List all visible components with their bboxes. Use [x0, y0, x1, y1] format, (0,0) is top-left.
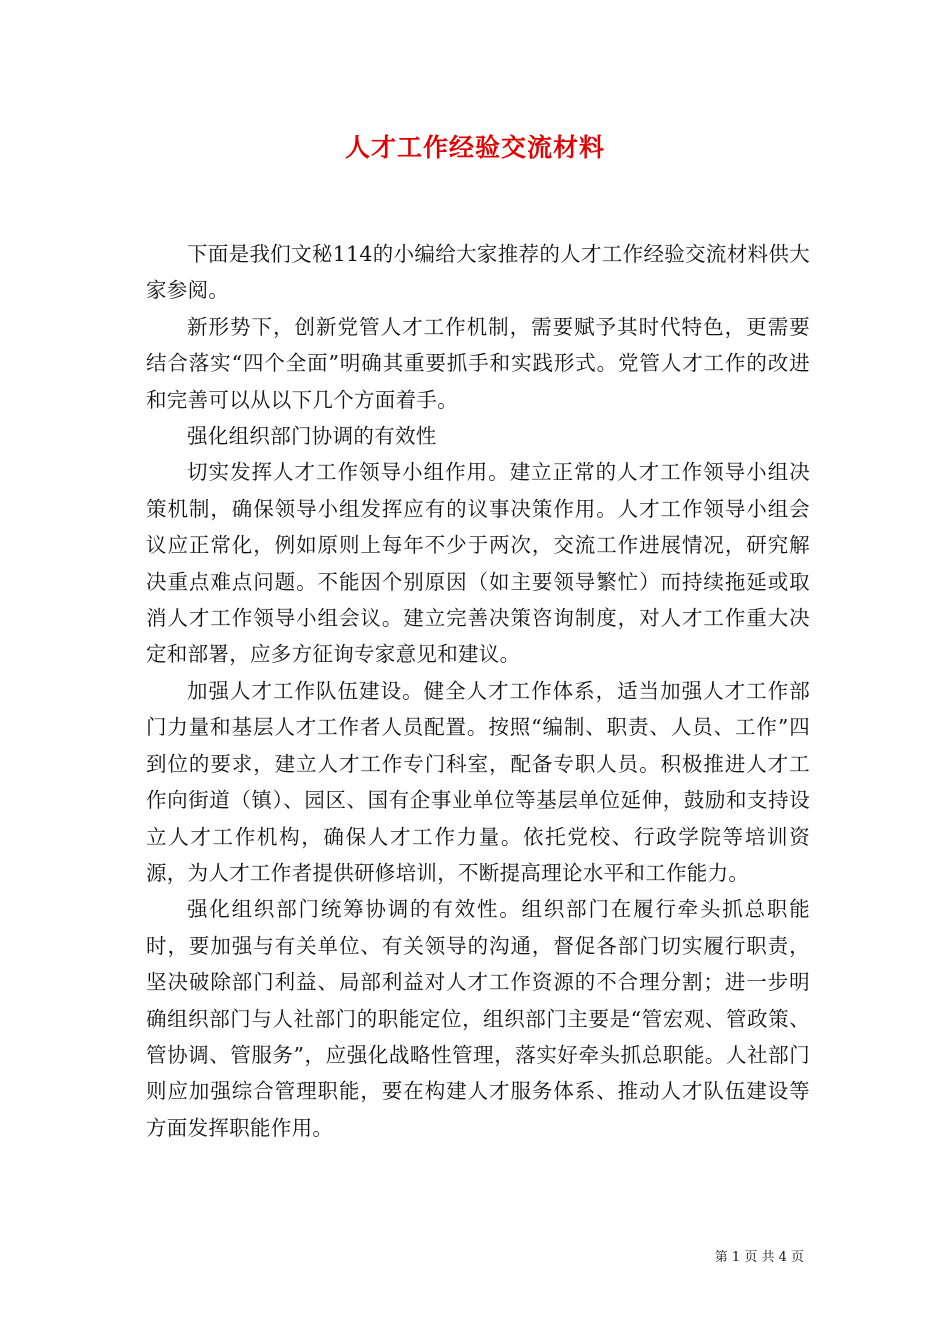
paragraph-leading-group: 切实发挥人才工作领导小组作用。建立正常的人才工作领导小组决策机制，确保领导小组发挥应有的议事决策作用。人才工作领导小组会议应正常化，例如原则上每年不少于两次，交流工作进展情况，研究解决重点难点问题。不能因个别原因（如主要领导繁忙）而持续拖延或取消人才工作领导小组会议。建立完善决策咨询制度，对人才工作重大决定和部署，应多方征询专家意见和建议。	[146, 460, 810, 667]
paragraph-overview: 新形势下，创新党管人才工作机制，需要赋予其时代特色，更需要结合落实“四个全面”明确其重要抓手和实践形式。党管人才工作的改进和完善可以从以下几个方面着手。	[146, 314, 810, 412]
page-number-footer: 第 1 页 共 4 页	[714, 1250, 804, 1265]
document-body	[146, 236, 810, 1146]
paragraph-team-building: 加强人才工作队伍建设。健全人才工作体系，适当加强人才工作部门力量和基层人才工作者人员配置。按照“编制、职责、人员、工作”四到位的要求，建立人才工作专门科室，配备专职人员。积极推进人才工作向街道（镇）、园区、国有企事业单位等基层单位延伸，鼓励和支持设立人才工作机构，确保人才工作力量。依托党校、行政学院等培训资源，为人才工作者提供研修培训，不断提高理论水平和工作能力。	[146, 678, 810, 885]
paragraph-coordination: 强化组织部门统筹协调的有效性。组织部门在履行牵头抓总职能时，要加强与有关单位、有关领导的沟通，督促各部门切实履行职责，坚决破除部门利益、局部利益对人才工作资源的不合理分割；进一步明确组织部门与人社部门的职能定位，组织部门主要是“管宏观、管政策、管协调、管服务”，应强化战略性管理，落实好牵头抓总职能。人社部门则应加强综合管理职能，要在构建人才服务体系、推动人才队伍建设等方面发挥职能作用。	[146, 897, 810, 1140]
section-heading: 强化组织部门协调的有效性	[187, 424, 437, 449]
document-title: 人才工作经验交流材料	[344, 133, 605, 162]
paragraph-intro: 下面是我们文秘114的小编给大家推荐的人才工作经验交流材料供大家参阅。	[146, 242, 810, 303]
